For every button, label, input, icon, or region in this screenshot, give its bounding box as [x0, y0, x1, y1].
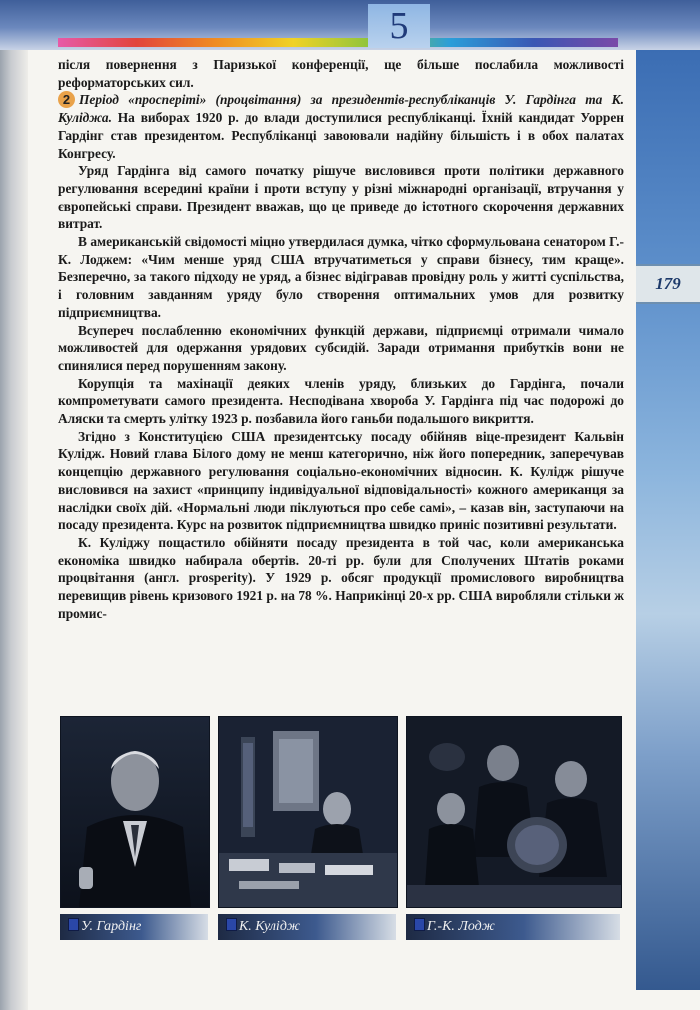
- caption-marker-icon: [414, 918, 425, 931]
- paragraph-4: Корупція та махінації деяких членів уряду, близьких до Гардінга, почали компрометувати самого президента. Несподівана хвороба У. Гардінга під час подорожі до Аляски та смерть улітку 1923 р. позбавила його ганьби подальшого викриття.: [58, 375, 624, 427]
- main-text-column: [58, 56, 624, 623]
- paragraph-5: Згідно з Конституцією США президентську посаду обійняв віце-президент Кальвін Кулідж. Новий глава Білого дому не менш категорично, ніж його попередник, заперечував концепцію державного регулювання соціально-економічних відносин. К. Кулідж рішуче висловився на захист «принципу індивідуальної відповідальності» кожного американця за наслідки своїх дій. «Нормальні люди піклуються про себе самі», – казав він, заступаючи на посаду президента. Курс на розвиток підприємництва швидко приніс позитивні результати.: [58, 428, 624, 533]
- paragraph-2: В американській свідомості міцно утвердилася думка, чітко сформульована сенатором Г.-К. Лоджем: «Чим менше уряд США втручатиметься у справи бізнесу, тим краще». Безперечно, за такого підходу не уряд, а бізнес відігравав провідну роль у житті суспільства, і головним завданням уряду було створення оптимальних умов для розвитку підприємництва.: [58, 234, 624, 320]
- intro-paragraph: після повернення з Паризької конференції, ще більше послабила можливості реформаторських сил.: [58, 57, 624, 90]
- photo-gallery: [60, 716, 622, 942]
- header-color-stripe: [58, 38, 618, 47]
- right-decorative-strip: [636, 50, 700, 990]
- caption-harding: [60, 914, 208, 940]
- caption-marker-icon: [226, 918, 237, 931]
- side-page-tab: [636, 264, 700, 304]
- photo-lodge-image: [407, 717, 621, 907]
- page-number: 5: [389, 5, 409, 47]
- paragraph-6: К. Куліджу пощастило обійняти посаду президента в той час, коли американська економіка швидко набирала обертів. 20-ті рр. були для Сполучених Штатів роками процвітання (англ. prosperity). У 1929 р. обсяг продукції промислового виробництва перевищив рівень кризового 1921 р. на 78 %. Наприкінці 20-х рр. США виробляли стільки ж промис-: [58, 534, 624, 621]
- caption-coolidge-text: К. Кулідж: [239, 919, 300, 934]
- photo-harding-image: [61, 717, 209, 907]
- caption-marker-icon: [68, 918, 79, 931]
- paragraph-1: Уряд Гардінга від самого початку рішуче висловився проти політики державного регулювання всередині країни і проти вступу у різні міжнародні організації, втручання у європейські справи. Президент вважав, що це приведе до істотного скорочення державних витрат.: [58, 163, 624, 232]
- photo-harding: [60, 716, 210, 908]
- page-gutter-shadow: [0, 0, 28, 1010]
- section-heading-paragraph: [58, 91, 624, 162]
- photo-lodge: [406, 716, 622, 908]
- section-title: Період «просперіті» (процвітання) за президентів-республіканців У. Гардінга та К. Куліджа.: [58, 92, 624, 126]
- paragraph-3: Всупереч послабленню економічних функцій держави, підприємці отримали чимало можливостей для одержання урядових субсидій. Заради отримання прибутків вони не спинялися перед порушенням закону.: [58, 322, 624, 373]
- header-page-box: [368, 4, 430, 48]
- caption-coolidge: [218, 914, 396, 940]
- caption-lodge-text: Г.-К. Лодж: [427, 919, 495, 934]
- photo-coolidge-image: [219, 717, 397, 907]
- caption-harding-text: У. Гардінг: [81, 919, 142, 934]
- photo-coolidge: [218, 716, 398, 908]
- section-number-badge: 2: [58, 91, 75, 108]
- section-heading-body: На виборах 1920 р. до влади доступилися республіканці. Їхній кандидат Уоррен Гардінг став президентом. Республіканці завоювали надійну більшість і в обох палатах Конгресу.: [58, 110, 624, 161]
- side-page-number: 179: [655, 274, 681, 293]
- caption-lodge: [406, 914, 620, 940]
